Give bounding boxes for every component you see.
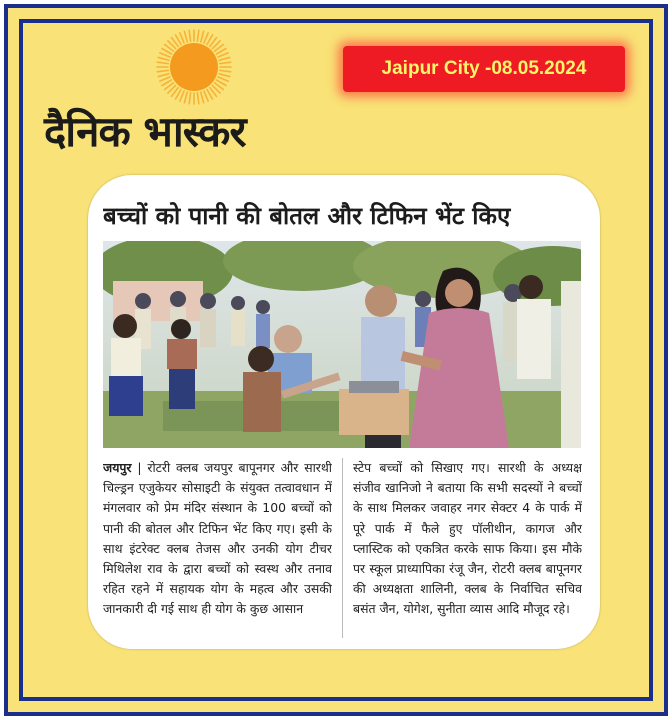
sun-ray: [158, 74, 169, 77]
news-clipping: [88, 175, 600, 649]
newspaper-masthead: दैनिक भास्कर: [44, 107, 246, 156]
sun-ray: [180, 33, 184, 43]
sun-ray: [218, 77, 228, 81]
photo-illustration: [103, 241, 581, 448]
sun-ray: [201, 31, 204, 42]
sun-ray: [204, 33, 208, 43]
sun-ray: [220, 70, 231, 71]
column-divider: [342, 458, 343, 638]
sun-ray: [157, 70, 168, 71]
article-headline: बच्चों को पानी की बोतल और टिफिन भेंट किए: [103, 202, 511, 230]
article-column-1: [103, 458, 332, 638]
sun-ray: [158, 57, 169, 60]
article-column-2-text: स्टेप बच्चों को सिखाए गए। सारथी के अध्यक्ष संजीव खानिजो ने बताया कि सभी सदस्यों ने बच्चों के साथ मिलकर जवाहर नगर सेक्टर 4 के पार्क में पूरे पार्क में फैले हुए पॉलीथीन, कागज और प्लास्टिक को एकत्रित करके साफ किया। इस मौके पर स्कूल प्राध्यापिका रंजू जैन, रोटरी क्लब बापूनगर की अध्यक्षता शालिनी, क्लब के निर्वाचित सचिव बसंत जैन, योगेश, सुनीता व्यास आदि मौजूद रहे।: [353, 460, 582, 617]
date-badge: Jaipur City -08.05.2024: [343, 46, 625, 92]
sun-ray: [160, 77, 170, 81]
sun-ray: [219, 57, 230, 60]
sun-ray: [197, 93, 198, 104]
article-column-1-text: | रोटरी क्लब जयपुर बापूनगर और सारथी चिल्ड्रन एजुकेयर सोसाइटी के संयुक्त तत्वावधान में मंगलवार को प्रेम मंदिर संस्थान के 100 बच्चों को पानी की बोतल और टिफिन भेंट किए गए। इसी के साथ इंटरेक्ट क्लब तेजस और उनकी योग टीचर मिथिलेश राव के द्वारा बच्चों को स्वस्थ और तनाव रहित रहने में सहायक योग के महत्व और उसकी जानकारी दी गई साथ ही योग के कुछ आसान: [103, 460, 332, 617]
sun-ray: [189, 93, 190, 104]
sun-ray: [189, 30, 190, 41]
sun-ray: [180, 91, 184, 101]
sun-ray: [160, 53, 170, 57]
article-body: [103, 458, 582, 638]
sun-ray: [157, 62, 168, 63]
sun-ray: [201, 92, 204, 103]
sun-ray: [218, 53, 228, 57]
article-photo: [103, 241, 581, 448]
sun-logo-icon: [155, 28, 233, 106]
sun-ray: [184, 31, 187, 42]
article-dateline: जयपुर: [103, 460, 132, 475]
sun-ray: [204, 91, 208, 101]
sun-ray: [220, 62, 231, 63]
sun-ray: [197, 30, 198, 41]
article-column-2: [353, 458, 582, 638]
sun-ray: [219, 74, 230, 77]
sun-ray: [184, 92, 187, 103]
